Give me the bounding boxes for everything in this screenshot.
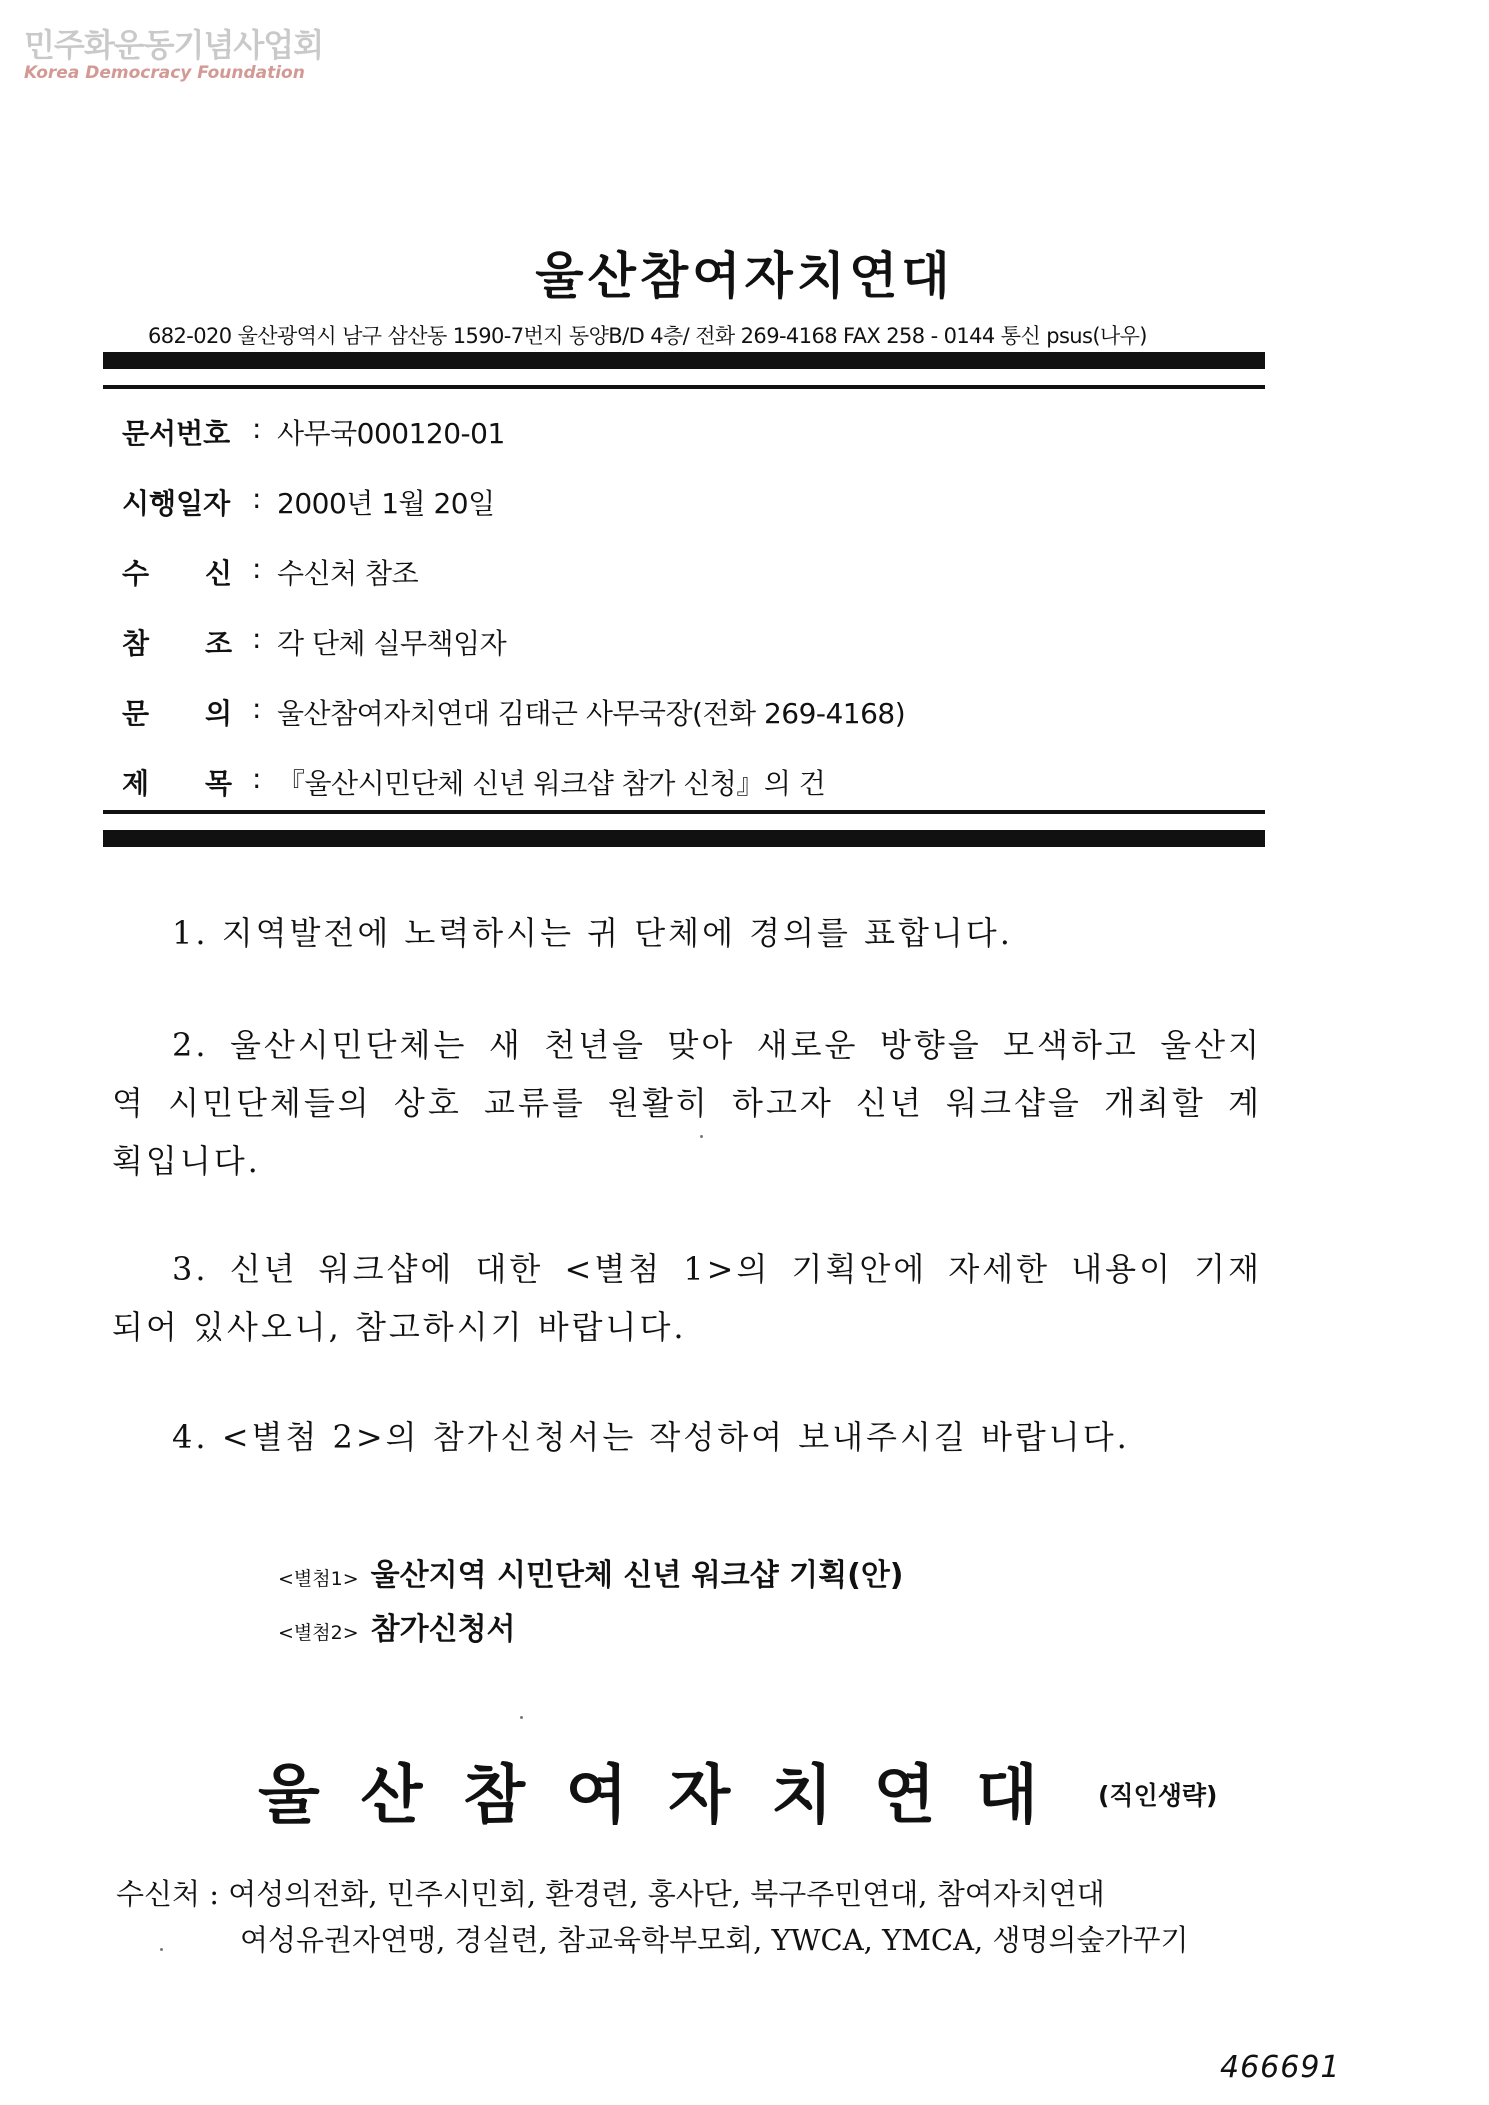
scan-speck bbox=[520, 1716, 523, 1719]
meta-row-subject bbox=[122, 762, 1272, 802]
recipients-list-2: 여성유권자연맹, 경실련, 참교육학부모회, YWCA, YMCA, 생명의숲가꾸기 bbox=[240, 1923, 1189, 1957]
paragraph-3-line-2: 되어 있사오니, 참고하시기 바랍니다. bbox=[112, 1308, 687, 1346]
meta-row-doc-number bbox=[122, 412, 1272, 452]
recipients-line-1 bbox=[116, 1872, 1105, 1913]
meta-label bbox=[122, 692, 232, 732]
header-rule-thin bbox=[103, 385, 1265, 389]
meta-rule-thick bbox=[103, 830, 1265, 847]
paragraph-2 bbox=[112, 1016, 1262, 1190]
meta-label-part: 목 bbox=[204, 767, 232, 800]
paragraph-2-line-2: 역 시민단체들의 상호 교류를 원활히 하고자 신년 워크샵을 개최할 계 bbox=[112, 1084, 1262, 1122]
paragraph-4 bbox=[112, 1408, 1262, 1466]
meta-label-part: 참 bbox=[122, 627, 150, 660]
meta-colon: : bbox=[252, 552, 262, 585]
meta-row-inquiry bbox=[122, 692, 1272, 732]
paragraph-2-line-3: 획입니다. bbox=[112, 1142, 261, 1180]
signature-character: 참 bbox=[463, 1758, 526, 1833]
meta-value: 2000년 1월 20일 bbox=[277, 487, 495, 520]
meta-row-reference bbox=[122, 622, 1272, 662]
meta-value: 수신처 참조 bbox=[277, 557, 419, 590]
meta-value: 울산참여자치연대 김태근 사무국장(전화 269-4168) bbox=[277, 697, 906, 730]
meta-label bbox=[122, 552, 232, 592]
attachment-title: 울산지역 시민단체 신년 워크샵 기획(안) bbox=[370, 1558, 904, 1593]
archive-document-number: 466691 bbox=[1220, 2050, 1341, 2085]
attachment-title: 참가신청서 bbox=[370, 1612, 516, 1647]
meta-label: 문서번호 bbox=[122, 417, 231, 450]
meta-colon: : bbox=[252, 692, 262, 725]
signature-organization bbox=[258, 1744, 1038, 1836]
signature-character: 치 bbox=[770, 1758, 833, 1833]
paragraph-2-line-1: 2. 울산시민단체는 새 천년을 맞아 새로운 방향을 모색하고 울산지 bbox=[172, 1026, 1262, 1064]
paragraph-3-line-1: 3. 신년 워크샵에 대한 <별첨 1>의 기획안에 자세한 내용이 기재 bbox=[172, 1250, 1262, 1288]
foundation-watermark-english: Korea Democracy Foundation bbox=[24, 63, 305, 83]
meta-value: 『울산시민단체 신년 워크샵 참가 신청』의 건 bbox=[277, 767, 826, 800]
meta-colon: : bbox=[252, 482, 262, 515]
paragraph-3 bbox=[112, 1240, 1262, 1356]
signature-character: 연 bbox=[873, 1758, 936, 1833]
attachment-tag: <별첨1> bbox=[278, 1568, 359, 1590]
foundation-watermark-korean: 민주화운동기념사업회 bbox=[24, 26, 324, 64]
meta-value: 각 단체 실무책임자 bbox=[277, 627, 507, 660]
letterhead-title: 울산참여자치연대 bbox=[535, 247, 954, 305]
meta-rule-thin bbox=[103, 810, 1265, 814]
paragraph-4-text: 4. <별첨 2>의 참가신청서는 작성하여 보내주시길 바랍니다. bbox=[172, 1418, 1130, 1456]
signature-character: 자 bbox=[668, 1758, 731, 1833]
scan-speck bbox=[700, 1135, 703, 1138]
paragraph-1 bbox=[112, 904, 1262, 962]
meta-label-part: 문 bbox=[122, 697, 150, 730]
signature-character: 울 bbox=[258, 1758, 320, 1833]
scan-speck bbox=[160, 1948, 163, 1951]
letterhead-address: 682-020 울산광역시 남구 삼산동 1590-7번지 동양B/D 4층/ 전화 269-4168 FAX 258 - 0144 통신 psus(나우) bbox=[148, 324, 1147, 348]
meta-label-part: 수 bbox=[122, 557, 150, 590]
meta-colon: : bbox=[252, 412, 262, 445]
meta-label-part: 의 bbox=[204, 697, 232, 730]
meta-colon: : bbox=[252, 622, 262, 655]
header-rule-thick bbox=[103, 352, 1265, 369]
attachment-1 bbox=[278, 1550, 904, 1594]
meta-label: 시행일자 bbox=[122, 487, 231, 520]
signature-character: 여 bbox=[565, 1758, 628, 1833]
recipients-label: 수신처 : bbox=[116, 1877, 220, 1911]
recipients-line-2 bbox=[240, 1918, 1189, 1959]
meta-colon: : bbox=[252, 762, 262, 795]
attachment-tag: <별첨2> bbox=[278, 1622, 359, 1644]
attachment-2 bbox=[278, 1604, 516, 1648]
meta-label bbox=[122, 622, 232, 662]
signature-character: 대 bbox=[976, 1758, 1038, 1833]
recipients-list-1: 여성의전화, 민주시민회, 환경련, 홍사단, 북구주민연대, 참여자치연대 bbox=[228, 1877, 1105, 1911]
meta-label-part: 신 bbox=[204, 557, 232, 590]
meta-label-part: 조 bbox=[204, 627, 232, 660]
meta-row-recipient bbox=[122, 552, 1272, 592]
meta-label bbox=[122, 762, 232, 802]
paragraph-1-text: 1. 지역발전에 노력하시는 귀 단체에 경의를 표합니다. bbox=[172, 914, 1013, 952]
meta-label-part: 제 bbox=[122, 767, 150, 800]
seal-omitted-note: (직인생략) bbox=[1098, 1781, 1218, 1810]
meta-value: 사무국000120-01 bbox=[277, 417, 505, 450]
signature-character: 산 bbox=[360, 1758, 423, 1833]
meta-row-date bbox=[122, 482, 1272, 522]
